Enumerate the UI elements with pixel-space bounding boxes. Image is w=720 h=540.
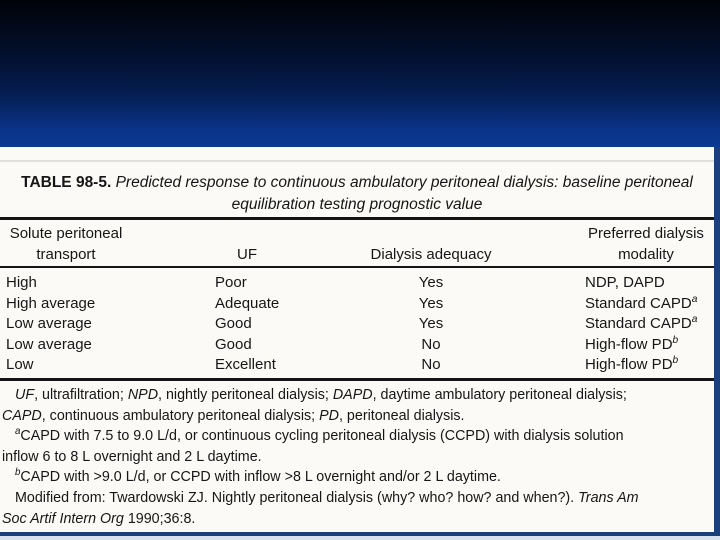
table-top-rule [0,217,714,220]
column-dialysis-adequacy [356,273,506,376]
table-header-rule [0,266,714,268]
column-header-uf: UF [237,246,257,263]
cell-adequacy-row3: Yes [418,315,444,333]
cell-adequacy-row1: Yes [418,274,444,291]
column-preferred-modality [585,273,697,376]
cell-modality-row2: Standard CAPD$^a$ [585,293,698,312]
cell-adequacy-row4: No [421,335,441,353]
table-title-line1: TABLE 98-5. Predicted response to continuous ambulatory peritoneal dialysis: baseline peritoneal [21,174,693,191]
table-footnote-rule [0,378,714,381]
column-header-preferred-modality-line2: modality [618,246,674,263]
table-figure-panel [0,147,714,532]
footnote-source-line2: Soc Artif Intern Org 1990;36:8. [2,510,196,527]
column-header-preferred-modality-line1: Preferred dialysis [588,225,704,242]
footnote-b: $^b$CAPD with >9.0 L/d, or CCPD with inflow >8 L overnight and/or 2 L daytime. [15,467,501,486]
column-header-preferred-modality [580,223,712,265]
cell-modality-row5: High-flow $PD^b$ [585,355,679,374]
slide-bottom-strip [0,536,720,540]
scan-artifact-line [0,160,714,162]
cell-transport-row3: Low average [6,315,92,333]
table-footnotes [0,385,712,529]
cell-adequacy-row5: No [421,356,441,374]
column-header-solute-transport-line1: Solute peritoneal [9,225,123,242]
column-solute-transport [6,273,95,376]
cell-modality-row1: NDP, DAPD [585,274,665,291]
footnote-abbreviations-line2: CAPD, continuous ambulatory peritoneal dialysis; PD, peritoneal dialysis. [2,407,465,424]
column-header-solute-transport-line2: transport [36,246,96,263]
column-uf [215,273,279,376]
footnote-a-line2: inflow 6 to 8 L overnight and 2 L daytime. [2,448,262,465]
table-title-line2: equilibration testing prognostic value [231,196,483,213]
cell-transport-row5: Low [6,356,34,374]
cell-transport-row1: High [6,274,37,291]
column-header-dialysis-adequacy: Dialysis adequacy [370,246,492,263]
cell-uf-row5: Excellent [215,356,276,374]
cell-adequacy-row2: Yes [418,294,444,312]
cell-modality-row3: Standard CAPD$^a$ [585,314,698,333]
footnote-a-line1: $^a$CAPD with 7.5 to 9.0 L/d, or continuous cycling peritoneal dialysis (CCPD) with dialysis solution [15,426,624,445]
cell-uf-row4: Good [215,335,252,353]
cell-uf-row2: Adequate [215,294,280,312]
cell-modality-row4: High-flow $PD^b$ [585,334,679,353]
footnote-source-line1: Modified from: Twardowski ZJ. Nightly peritoneal dialysis (why? who? how? and when?). Trans Am [15,489,639,506]
cell-uf-row3: Good [215,315,252,333]
slide-gradient-background [0,0,720,147]
footnote-abbreviations-line1: UF, ultrafiltration; NPD, nightly peritoneal dialysis; DAPD, daytime ambulatory peritoneal dialysis; [15,387,627,403]
column-header-solute-transport [0,223,132,265]
cell-transport-row2: High average [6,294,96,312]
table-title [0,172,714,216]
cell-transport-row4: Low average [6,335,92,353]
cell-uf-row1: Poor [215,274,247,291]
